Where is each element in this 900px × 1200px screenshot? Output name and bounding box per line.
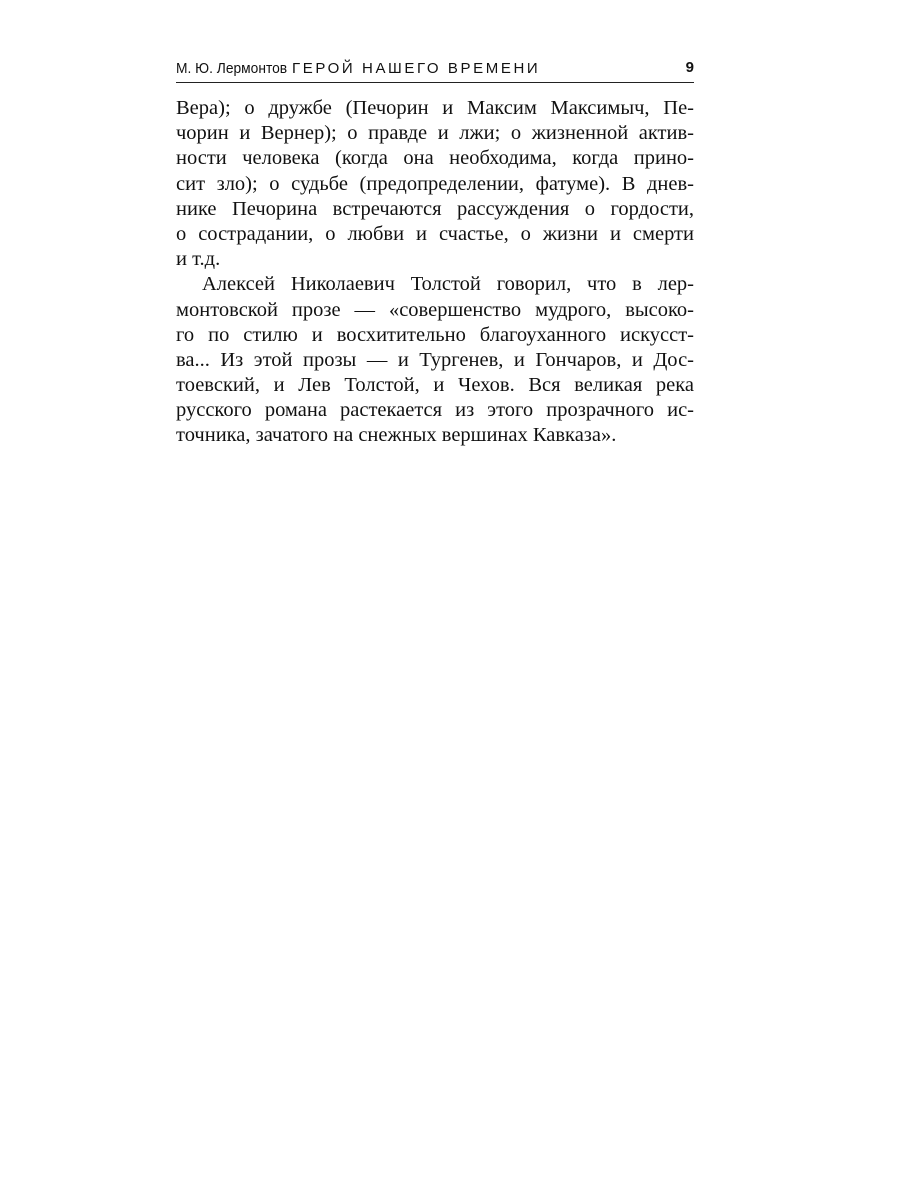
- page-number: 9: [685, 59, 694, 76]
- paragraph-1: [176, 96, 694, 272]
- text-line: сит зло); о судьбе (предопределении, фатуме). В днев-: [176, 172, 694, 195]
- text-line: нике Печорина встречаются рассуждения о гордости,: [176, 197, 694, 220]
- text-line: ва... Из этой прозы — и Тургенев, и Гончаров, и Дос-: [176, 348, 694, 371]
- running-head: [176, 58, 694, 83]
- text-line: русского романа растекается из этого прозрачного ис-: [176, 399, 694, 422]
- text-line: ности человека (когда она необходима, когда прино-: [176, 147, 694, 170]
- text-line: Алексей Николаевич Толстой говорил, что в лер-: [202, 273, 694, 296]
- text-line: монтовской прозе — «совершенство мудрого, высоко-: [176, 298, 694, 321]
- text-line: чорин и Вернер); о правде и лжи; о жизненной актив-: [176, 122, 694, 145]
- running-head-title: ГЕРОЙ НАШЕГО ВРЕМЕНИ: [292, 60, 541, 77]
- text-line: точника, зачатого на снежных вершинах Кавказа».: [176, 424, 617, 447]
- text-line: о сострадании, о любви и счастье, о жизни и смерти: [176, 222, 694, 245]
- text-line: го по стилю и восхитительно благоуханного искусст-: [176, 323, 694, 346]
- running-head-author: М. Ю. Лермонтов: [176, 60, 288, 77]
- text-line: и т.д.: [176, 248, 221, 271]
- body-text: [176, 96, 694, 449]
- text-line: Вера); о дружбе (Печорин и Максим Максимыч, Пе-: [176, 97, 694, 119]
- text-line: тоевский, и Лев Толстой, и Чехов. Вся великая река: [176, 374, 694, 397]
- paragraph-2: [176, 272, 694, 448]
